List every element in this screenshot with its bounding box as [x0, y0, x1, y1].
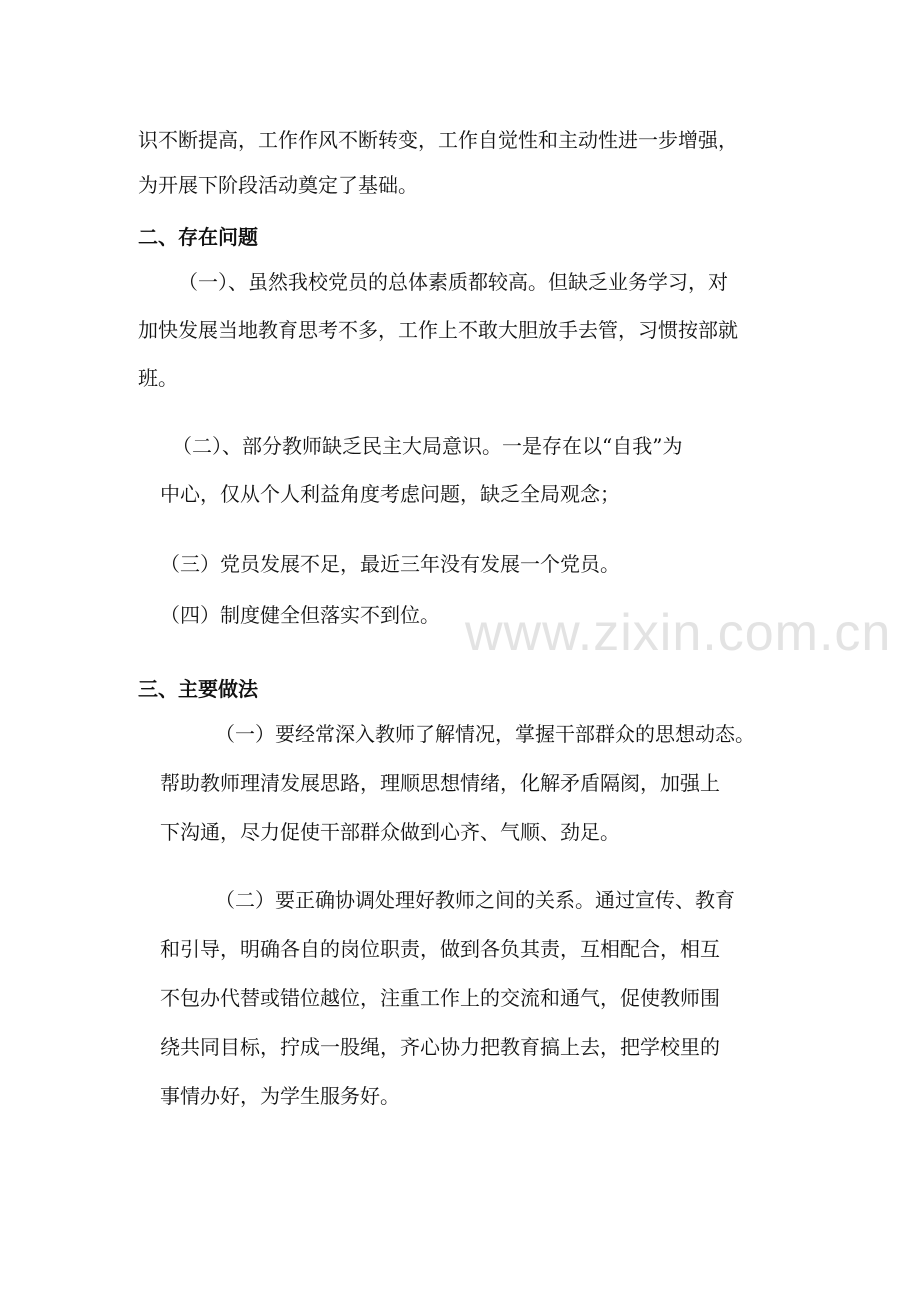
- paragraph-line: 不包办代替或错位越位，注重工作上的交流和通气，促使教师围: [160, 986, 720, 1010]
- paragraph-line: 事情办好，为学生服务好。: [160, 1084, 400, 1108]
- paragraph-line: 加快发展当地教育思考不多，工作上不敢大胆放手去管，习惯按部就: [138, 318, 738, 342]
- paragraph-line: 为开展下阶段活动奠定了基础。: [138, 173, 418, 197]
- watermark: www.zixin.com.cn: [465, 604, 892, 662]
- paragraph-line: （二）要正确协调处理好教师之间的关系。通过宣传、教育: [215, 888, 735, 912]
- paragraph-line: （一）、虽然我校党员的总体素质都较高。但缺乏业务学习，对: [178, 270, 728, 294]
- paragraph-line: （二）、部分教师缺乏民主大局意识。一是存在以“自我”为: [172, 434, 683, 458]
- paragraph-line: 和引导，明确各自的岗位职责，做到各负其责，互相配合，相互: [160, 937, 720, 961]
- section-heading: 三、主要做法: [138, 677, 258, 701]
- paragraph-line: 绕共同目标，拧成一股绳，齐心协力把教育搞上去，把学校里的: [160, 1035, 720, 1059]
- paragraph-line: （四）制度健全但落实不到位。: [160, 603, 440, 627]
- paragraph-line: 中心，仅从个人利益角度考虑问题，缺乏全局观念；: [160, 482, 620, 506]
- paragraph-line: 识不断提高，工作作风不断转变，工作自觉性和主动性进一步增强，: [138, 128, 738, 152]
- paragraph-line: 班。: [138, 366, 178, 390]
- paragraph-line: 下沟通，尽力促使干部群众做到心齐、气顺、劲足。: [160, 820, 620, 844]
- paragraph-line: （一）要经常深入教师了解情况，掌握干部群众的思想动态。: [215, 722, 755, 746]
- paragraph-line: （三）党员发展不足，最近三年没有发展一个党员。: [160, 552, 620, 576]
- paragraph-line: 帮助教师理清发展思路，理顺思想情绪，化解矛盾隔阂，加强上: [160, 771, 720, 795]
- section-heading: 二、存在问题: [138, 225, 258, 249]
